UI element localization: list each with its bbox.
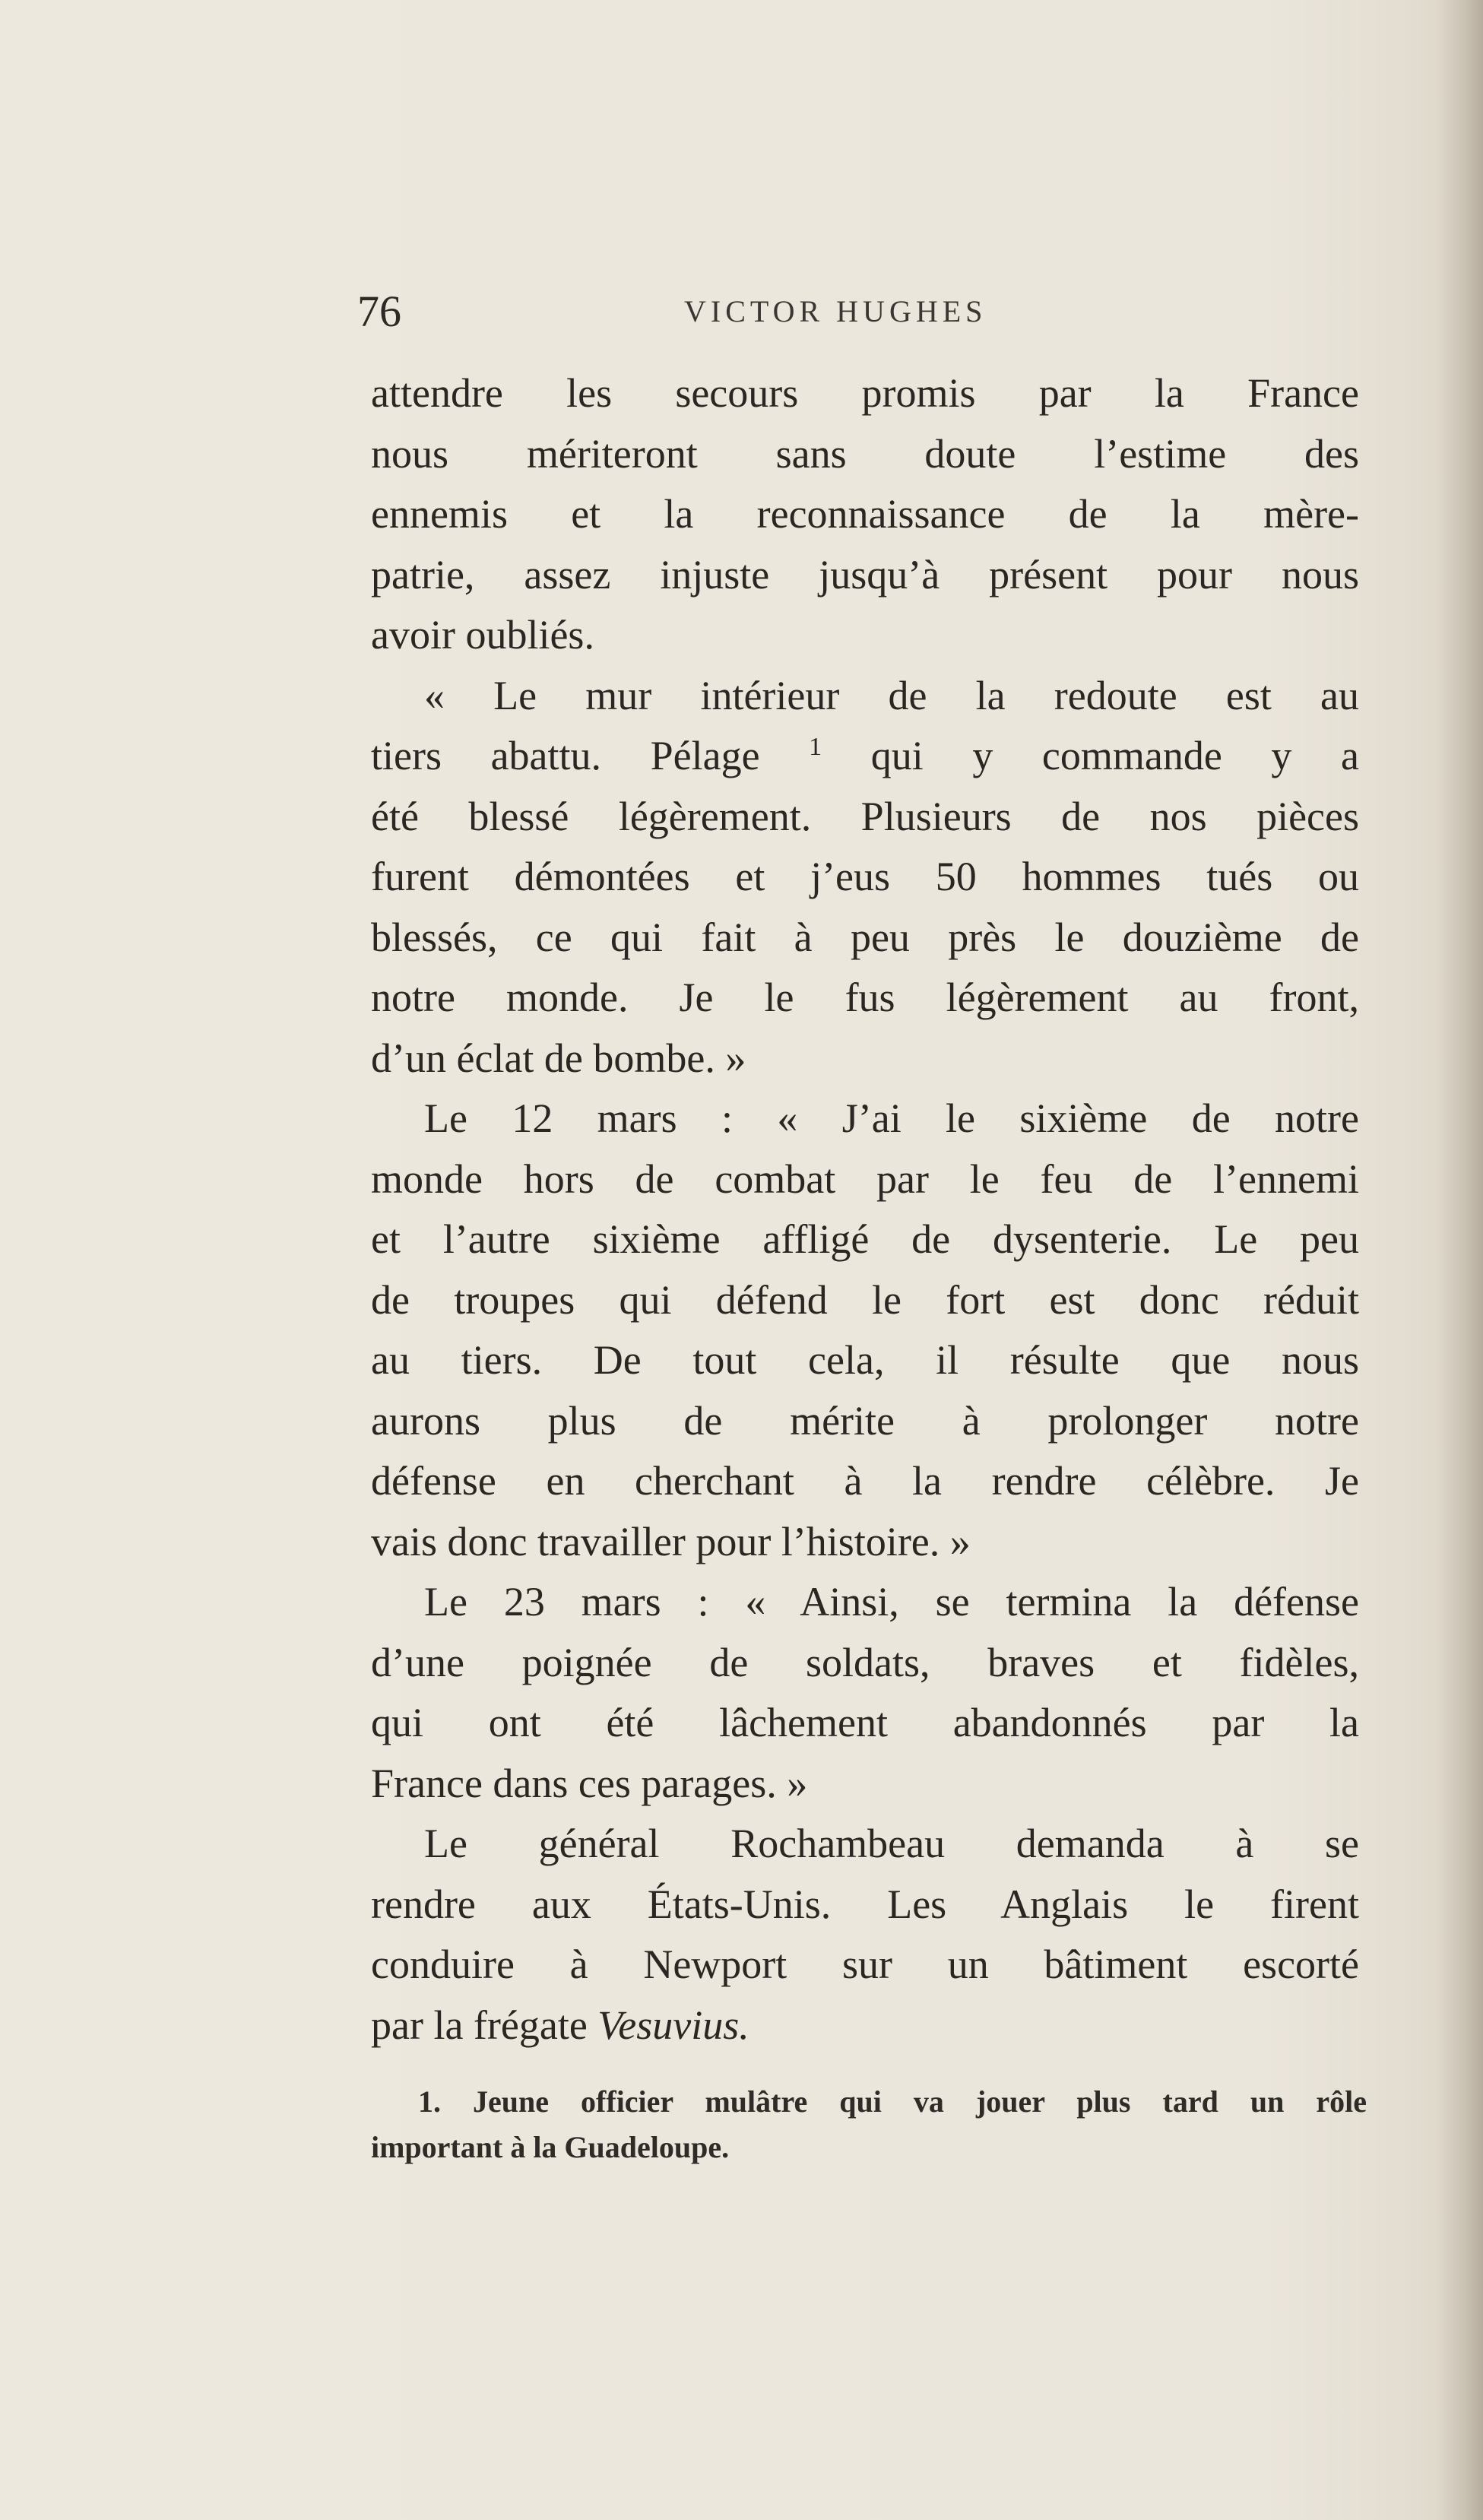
text-line: conduire à Newport sur un bâtiment escorté xyxy=(371,1942,1359,1987)
page-header xyxy=(357,281,1361,342)
text-line: défense en cherchant à la rendre célèbre. Je xyxy=(371,1458,1359,1504)
text-fragment: par la frégate xyxy=(371,2002,588,2048)
text-line: nous mériteront sans doute l’estime des xyxy=(371,430,1359,477)
text-line: d’une poignée de soldats, braves et fidèles, xyxy=(371,1639,1359,1685)
text-line: qui ont été lâchement abandonnés par la xyxy=(371,1700,1359,1745)
text-line: et l’autre sixième affligé de dysenterie. Le peu xyxy=(371,1216,1359,1262)
text-line: blessés, ce qui fait à peu près le douzième de xyxy=(371,914,1359,960)
running-title: VICTOR HUGHES xyxy=(684,294,987,328)
text-fragment: qui y commande y a xyxy=(870,733,1359,778)
text-line-with-ship-name xyxy=(371,1995,1359,2056)
text-line: notre monde. Je le fus légèrement au front, xyxy=(371,975,1359,1020)
text-line: été blessé légèrement. Plusieurs de nos pièces xyxy=(371,793,1359,839)
text-line: vais donc travailler pour l’histoire. » xyxy=(371,1518,971,1564)
text-line: furent démontées et j’eus 50 hommes tués ou xyxy=(371,854,1359,899)
text-line: avoir oubliés. xyxy=(371,612,594,658)
text-line: de troupes qui défend le fort est donc réduit xyxy=(371,1276,1359,1323)
text-fragment: tiers abattu. Pélage xyxy=(371,733,760,778)
text-line: rendre aux États-Unis. Les Anglais le firent xyxy=(371,1881,1359,1927)
footnote-line: 1. Jeune officier mulâtre qui va jouer plus tard un rôle xyxy=(418,2084,1367,2119)
footnote-reference: 1 xyxy=(809,733,822,761)
text-line: au tiers. De tout cela, il résulte que nous xyxy=(371,1337,1359,1383)
text-line: Le général Rochambeau demanda à se xyxy=(424,1821,1359,1866)
text-line: France dans ces parages. » xyxy=(371,1760,808,1806)
text-line-with-footnote xyxy=(371,726,1359,787)
text-line: patrie, assez injuste jusqu’à présent pour nous xyxy=(371,551,1359,598)
text-line: monde hors de combat par le feu de l’ennemi xyxy=(371,1155,1359,1202)
text-line: ennemis et la reconnaissance de la mère- xyxy=(371,491,1359,537)
page-edge-shadow xyxy=(1437,0,1483,2520)
text-line: Le 23 mars : « Ainsi, se termina la défense xyxy=(424,1579,1359,1625)
page-number: 76 xyxy=(357,287,401,336)
text-line: attendre les secours promis par la France xyxy=(371,370,1359,416)
text-line: d’un éclat de bombe. » xyxy=(371,1035,746,1081)
footnotes xyxy=(371,2079,1367,2170)
ship-name: Vesuvius. xyxy=(597,2002,749,2048)
text-line: « Le mur intérieur de la redoute est au xyxy=(424,672,1359,718)
body-text xyxy=(371,363,1359,2056)
text-line: aurons plus de mérite à prolonger notre xyxy=(371,1397,1359,1444)
text-line: Le 12 mars : « J’ai le sixième de notre xyxy=(424,1095,1359,1141)
footnote-line: important à la Guadeloupe. xyxy=(371,2130,730,2164)
